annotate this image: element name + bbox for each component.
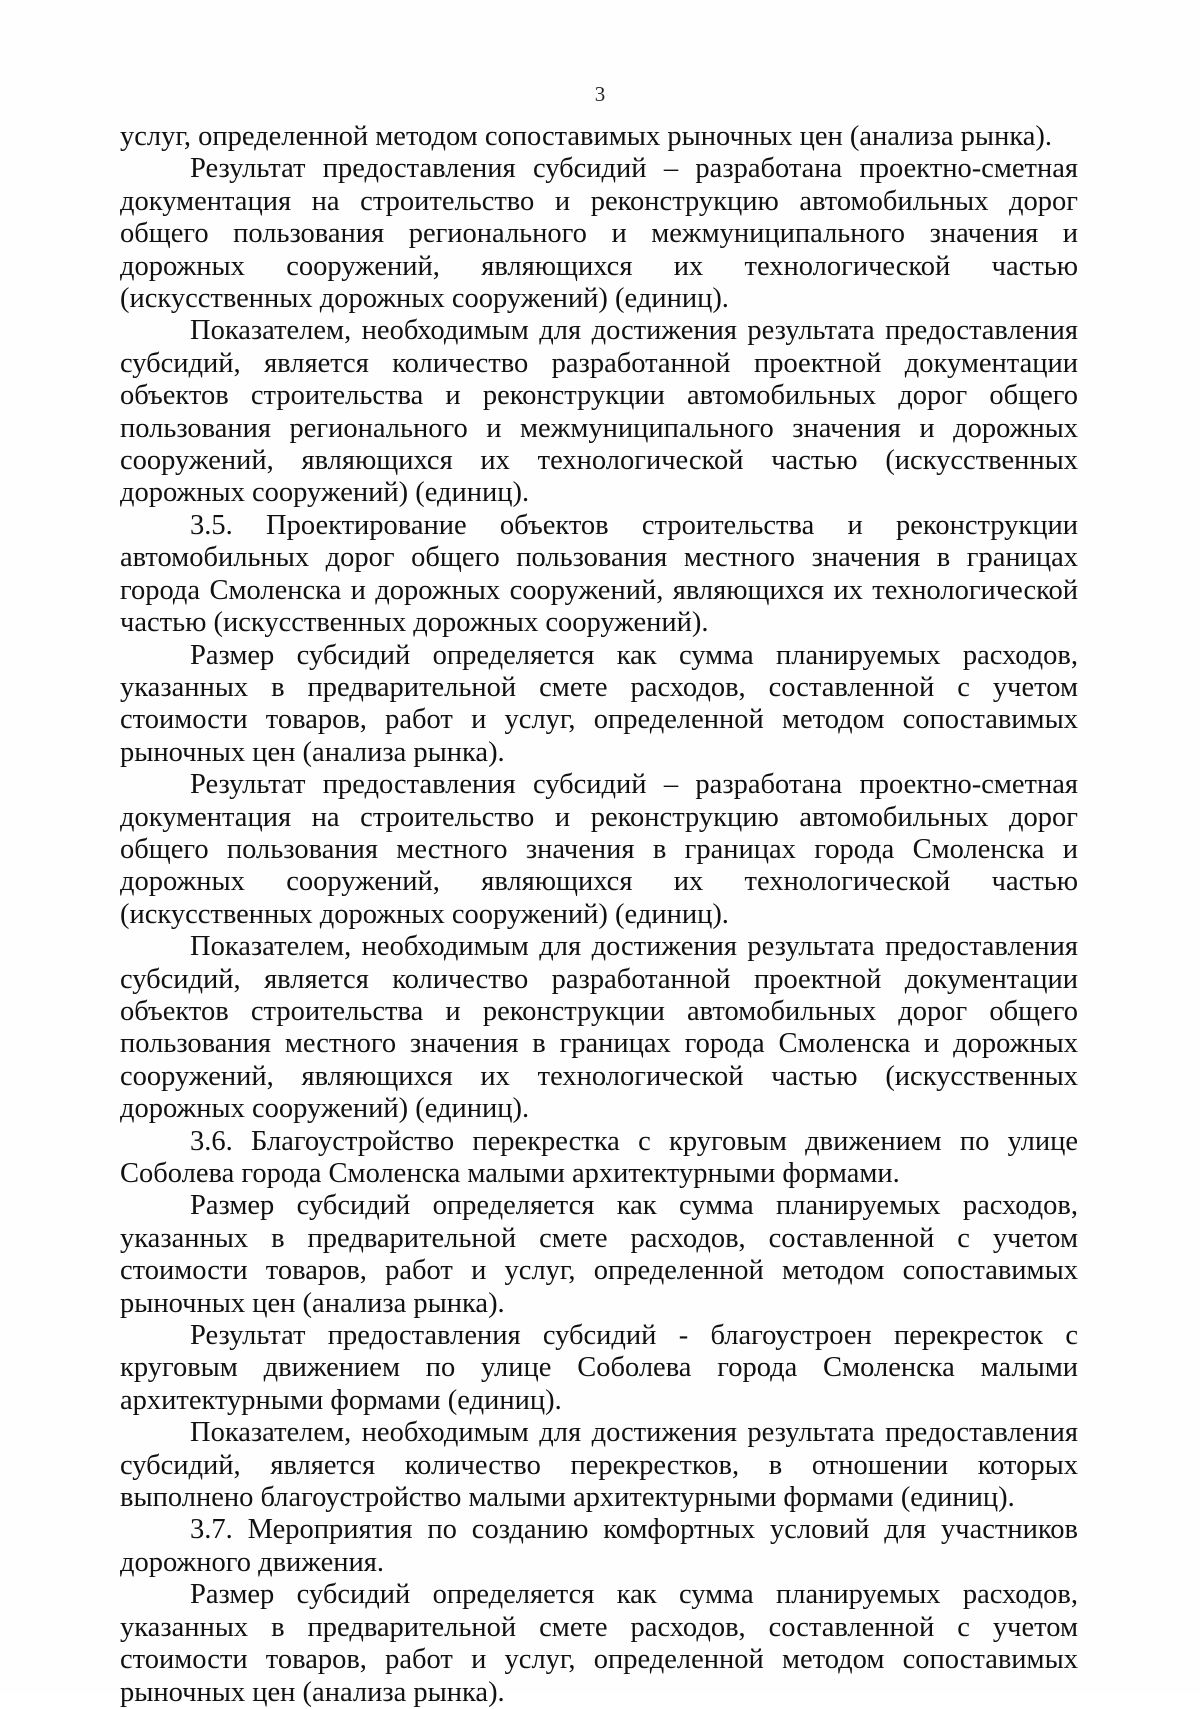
document-body (120, 121, 1078, 1709)
paragraph: Показателем, необходимым для достижения результата предоставления субсидий, является количество разработанной проектной документации объектов строительства и реконструкции автомобильных дорог общего пользования местного значения в границах города Смоленска и дорожных сооружений, являющихся их технологической частью (искусственных дорожных сооружений) (единиц). (120, 931, 1078, 1125)
paragraph: Размер субсидий определяется как сумма планируемых расходов, указанных в предварительной смете расходов, составленной с учетом стоимости товаров, работ и услуг, определенной методом сопоставимых рыночных цен (анализа рынка). (120, 1579, 1078, 1708)
paragraph: 3.7. Мероприятия по созданию комфортных условий для участников дорожного движения. (120, 1514, 1078, 1578)
paragraph: Показателем, необходимым для достижения результата предоставления субсидий, является количество разработанной проектной документации объектов строительства и реконструкции автомобильных дорог общего пользования регионального и межмуниципального значения и дорожных сооружений, являющихся их технологической частью (искусственных дорожных сооружений) (единиц). (120, 315, 1078, 509)
paragraph: Размер субсидий определяется как сумма планируемых расходов, указанных в предварительной смете расходов, составленной с учетом стоимости товаров, работ и услуг, определенной методом сопоставимых рыночных цен (анализа рынка). (120, 639, 1078, 768)
paragraph: 3.5. Проектирование объектов строительства и реконструкции автомобильных дорог общего пользования местного значения в границах города Смоленска и дорожных сооружений, являющихся их технологической частью (искусственных дорожных сооружений). (120, 509, 1078, 639)
paragraph: Результат предоставления субсидий - благоустроен перекресток с круговым движением по улице Соболева города Смоленска малыми архитектурными формами (единиц). (120, 1320, 1078, 1416)
page-number: 3 (594, 82, 606, 106)
paragraph: Показателем, необходимым для достижения результата предоставления субсидий, является количество перекрестков, в отношении которых выполнено благоустройство малыми архитектурными формами (единиц). (120, 1417, 1078, 1514)
paragraph: Результат предоставления субсидий – разработана проектно-сметная документация на строительство и реконструкцию автомобильных дорог общего пользования местного значения в границах города Смоленска и дорожных сооружений, являющихся их технологической частью (искусственных дорожных сооружений) (единиц). (120, 769, 1078, 930)
paragraph: услуг, определенной методом сопоставимых рыночных цен (анализа рынка). (120, 121, 1052, 152)
paragraph: Размер субсидий определяется как сумма планируемых расходов, указанных в предварительной смете расходов, составленной с учетом стоимости товаров, работ и услуг, определенной методом сопоставимых рыночных цен (анализа рынка). (120, 1190, 1078, 1319)
paragraph: 3.6. Благоустройство перекрестка с круговым движением по улице Соболева города Смоленска малыми архитектурными формами. (120, 1125, 1078, 1189)
paragraph: Результат предоставления субсидий – разработана проектно-сметная документация на строительство и реконструкцию автомобильных дорог общего пользования регионального и межмуниципального значения и дорожных сооружений, являющихся их технологической частью (искусственных дорожных сооружений) (единиц). (120, 153, 1078, 315)
